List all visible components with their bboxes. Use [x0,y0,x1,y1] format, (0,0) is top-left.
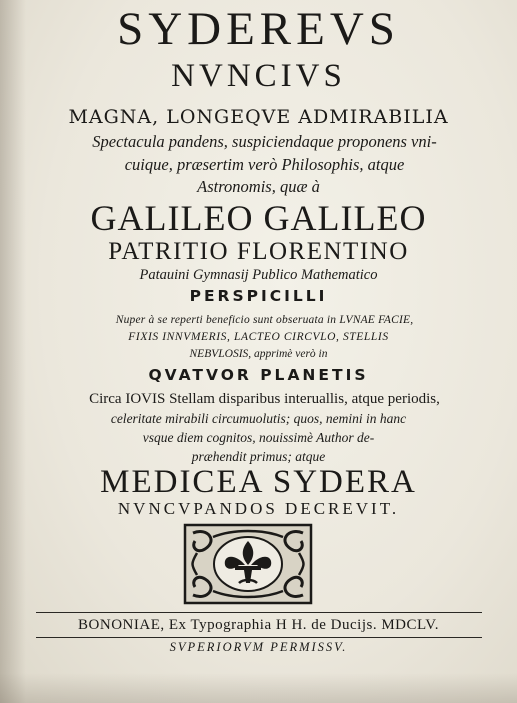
author-post: Patauini Gymnasij Publico Mathematico [139,267,378,283]
description-line-2: celeritate mirabili circumuolutis; quos, nemini in hanc [110,411,407,426]
instrument-heading: PERSPICILLI [189,287,328,305]
medicea-heading: MEDICEA SYDERA [100,464,417,500]
author-origin: PATRITIO FLORENTINO [108,238,409,265]
decrevit-line: NVNCVPANDOS DECREVIT. [117,499,400,518]
observation-line-3: NEBVLOSIS, apprimè verò in [189,348,328,360]
imprint-rule-bottom [36,637,482,638]
planets-heading: QVATVOR PLANETIS [148,366,369,384]
observation-line-1: Nuper à se reperti beneficio sunt obseruata in LVNAE FACIE, [115,314,414,326]
subtitle-line-2: Spectacula pandens, suspiciendaque proponens vni- [92,132,437,151]
imprint-rule-top [36,612,482,613]
observation-line-2: FIXIS INNVMERIS, LACTEO CIRCVLO, STELLIS [128,331,389,343]
imprint-line: BONONIAE, Ex Typographia H H. de Ducijs. MDCLV. [78,617,439,633]
title-line-1: SYDEREVS [117,3,400,55]
description-line-3: vsque diem cognitos, nouissimè Author de- [142,430,375,445]
title-line-2: NVNCIVS [171,58,346,94]
author-name: GALILEO GALILEO [90,198,427,238]
subtitle-line-3: cuique, præsertim verò Philosophis, atque [124,155,405,174]
description-line-1: Circa IOVIS Stellam disparibus interuallis, atque periodis, [89,391,440,407]
page-edge-shadow [0,673,517,703]
fleur-de-lis-icon [183,523,313,605]
description-line-4: præhendit primus; atque [191,449,326,464]
subtitle-line-4: Astronomis, quæ à [197,177,320,196]
subtitle-line-1: MAGNA, LONGEQVE ADMIRABILIA [68,106,449,128]
permission-line: SVPERIORVM PERMISSV. [169,640,348,654]
